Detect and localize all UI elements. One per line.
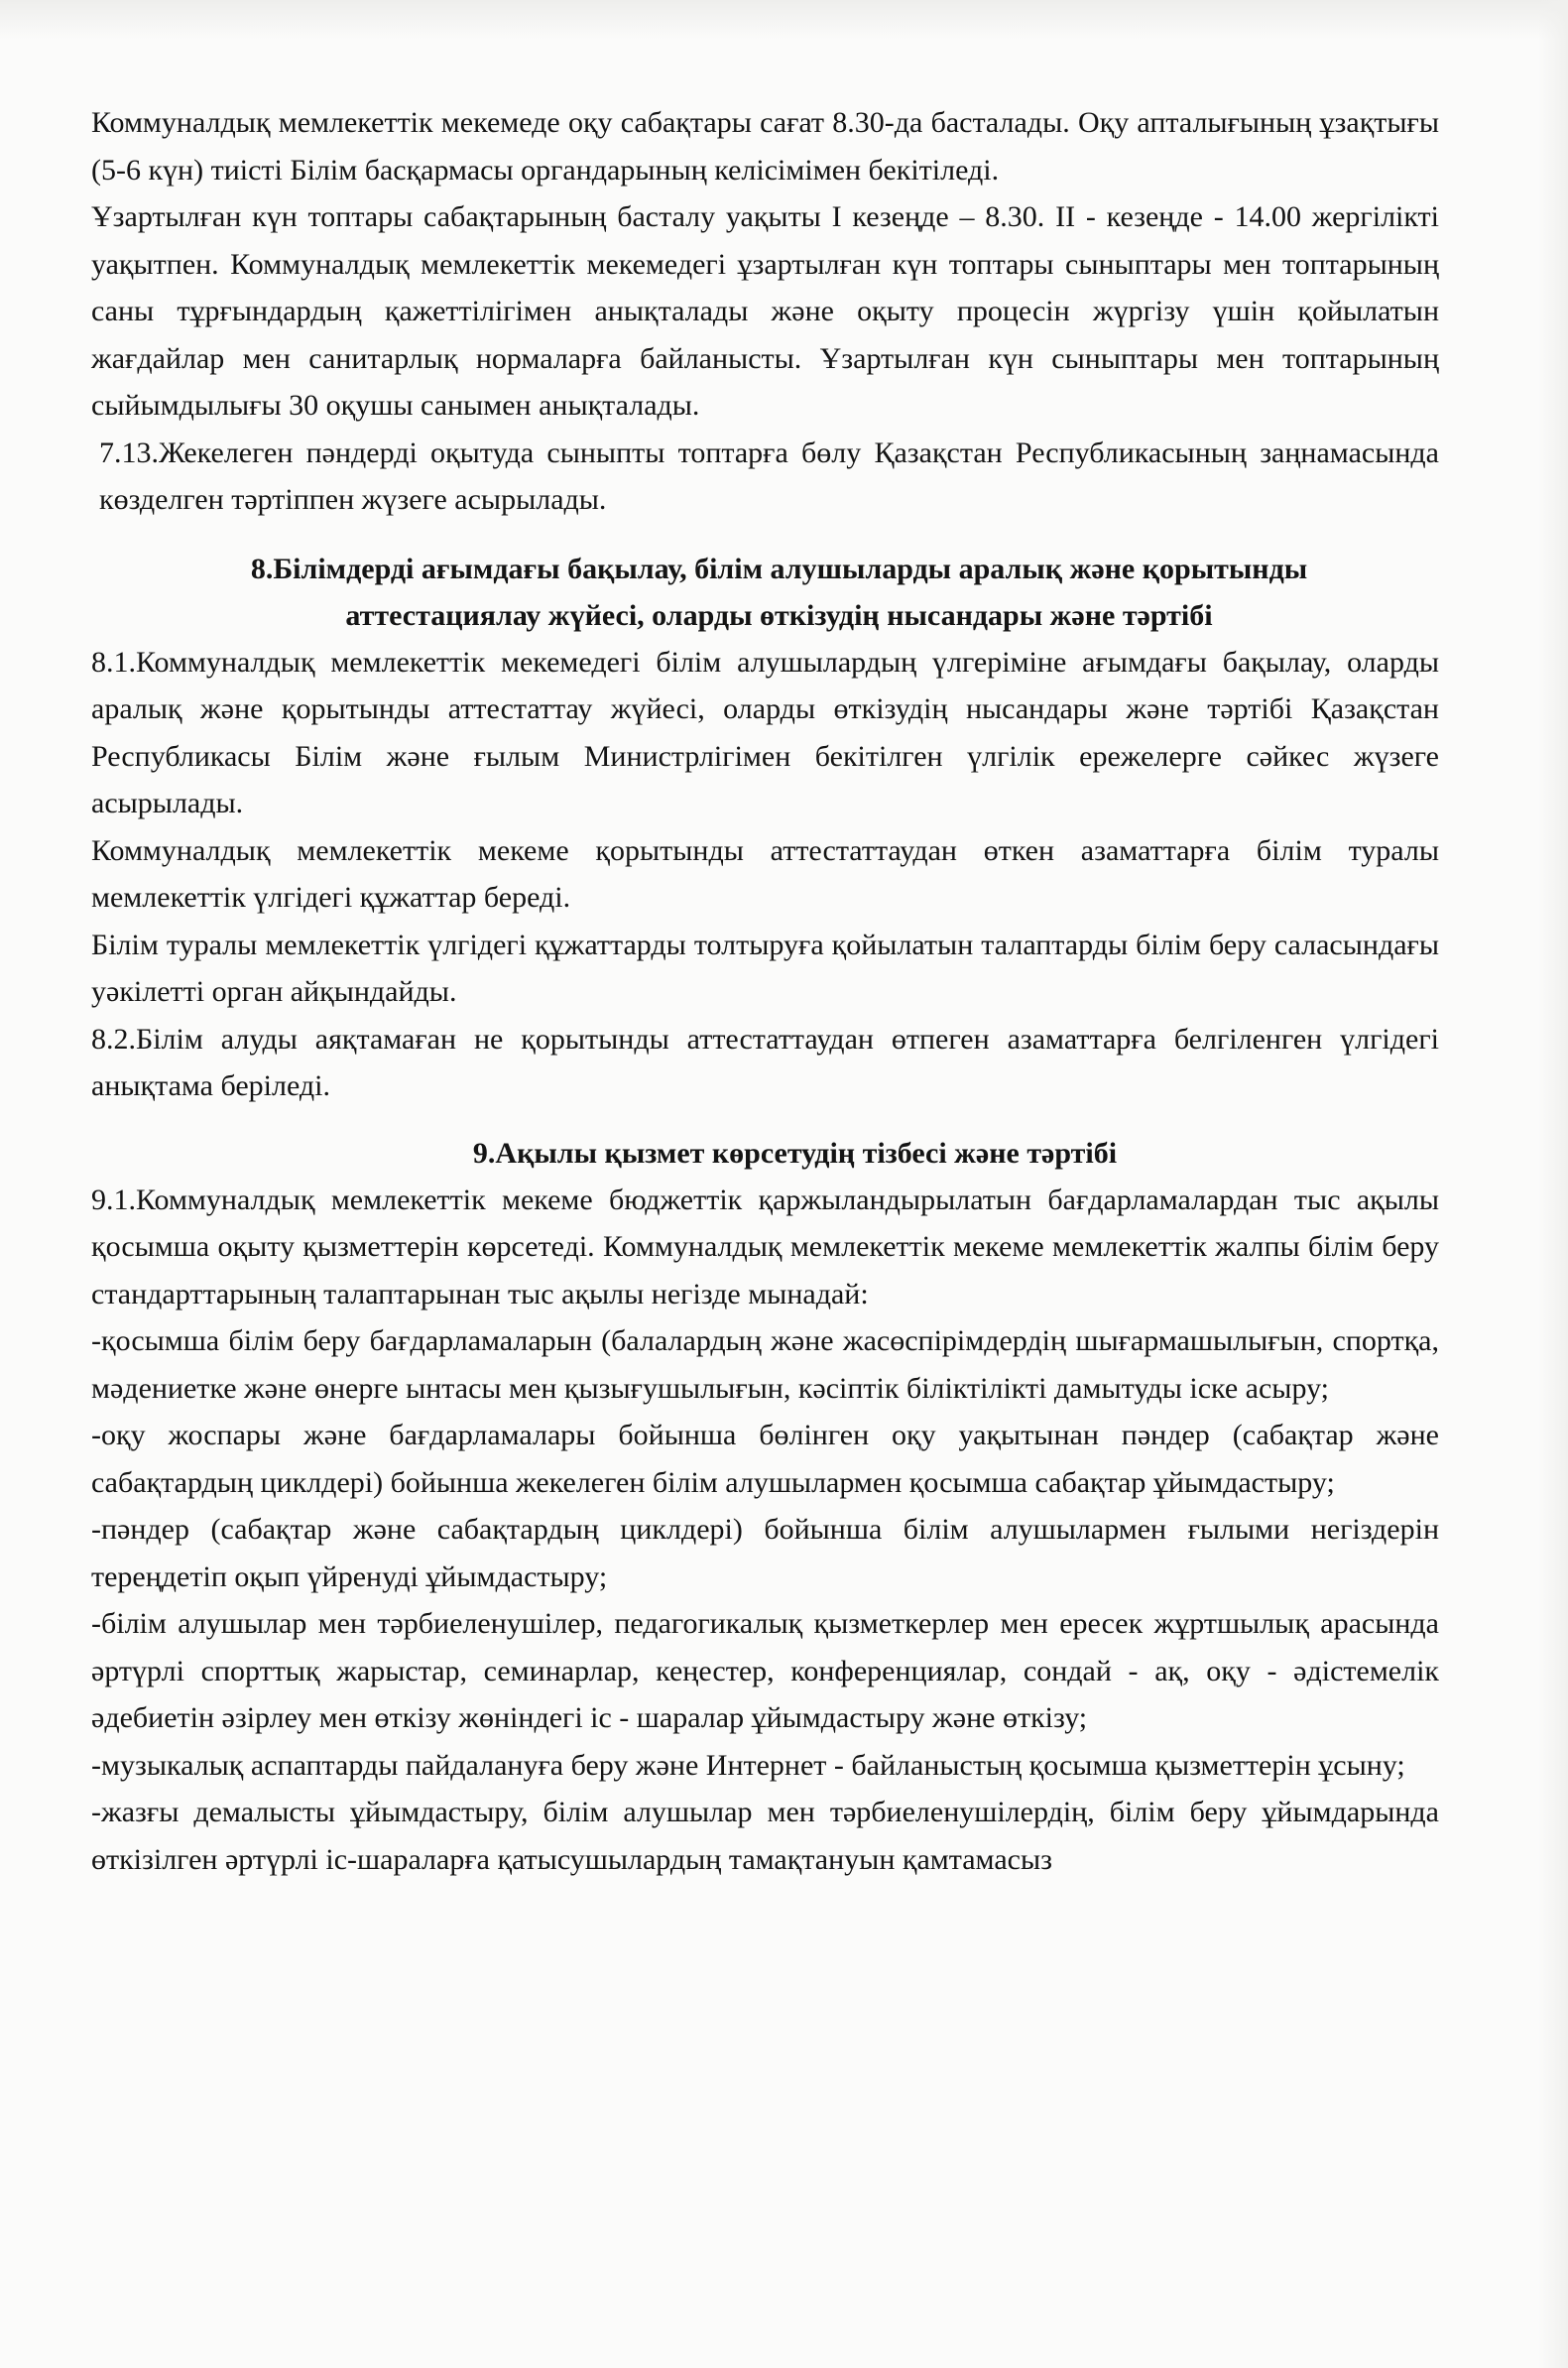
list-item-extra-lessons: -оқу жоспары және бағдарламалары бойынша бөлінген оқу уақытынан пәндер (сабақтар және сабақтардың циклдері) бойынша жекелеген білім алушылармен қосымша сабақтар ұйымдастыру; <box>91 1419 1439 1499</box>
section-8-heading <box>91 546 1439 639</box>
section-8-heading-line1: 8.Білімдерді ағымдағы бақылау, білім алушыларды аралық және қорытынды <box>250 552 1308 585</box>
list-item-events: -білім алушылар мен тәрбиеленушілер, педагогикалық қызметкерлер мен ересек жұртшылық арасында әртүрлі спорттық жарыстар, семинарлар, кеңестер, конференциялар, сондай - ақ, оқу - әдістемелік әдебиетін әзірлеу мен өткізу жөніндегі іс - шаралар ұйымдастыру және өткізу; <box>91 1607 1439 1734</box>
paragraph-document-requirements: Білім туралы мемлекеттік үлгідегі құжаттарды толтыруға қойылатын талаптарды білім беру саласындағы уәкілетті орган айқындайды. <box>91 928 1439 1008</box>
section-9-heading: 9.Ақылы қызмет көрсетудің тізбесі және тәртібі <box>472 1136 1118 1170</box>
list-item-deep-study: -пәндер (сабақтар және сабақтардың циклдері) бойынша білім алушылармен ғылыми негіздерін тереңдетіп оқып үйренуді ұйымдастыру; <box>91 1513 1439 1593</box>
section-8-heading-line2: аттестациялау жүйесі, оларды өткізудің нысандары және тәртібі <box>345 598 1213 632</box>
paragraph-7-13: 7.13.Жекелеген пәндерді оқытуда сыныпты топтарға бөлу Қазақстан Республикасының заңнамасында көзделген тәртіппен жүзеге асырылады. <box>99 436 1439 516</box>
intro-block <box>91 99 1439 524</box>
list-item-additional-programs: -қосымша білім беру бағдарламаларын (балалардың және жасөспірімдердің шығармашылығын, спортқа, мәдениетке және өнерге ынтасы мен қызығушылығын, кәсіптік біліктілікті дамытуды іске асыру; <box>91 1324 1439 1405</box>
section-8-body <box>91 639 1439 1110</box>
paragraph-lesson-start: Коммуналдық мемлекеттік мекемеде оқу сабақтары сағат 8.30-да басталады. Оқу апталығының ұзақтығы (5-6 күн) тиісті Білім басқармасы органдарының келісімімен бекітіледі. <box>91 106 1439 187</box>
paragraph-8-2: 8.2.Білім алуды аяқтамаған не қорытынды аттестаттаудан өтпеген азаматтарға белгіленген үлгідегі анықтама беріледі. <box>91 1022 1439 1102</box>
section-9-body <box>91 1177 1439 1884</box>
paragraph-extended-day: Ұзартылған күн топтары сабақтарының басталу уақыты I кезеңде – 8.30. II - кезеңде - 14.00 жергілікті уақытпен. Коммуналдық мемлекеттік мекемедегі ұзартылған күн топтары сыныптары мен топтарының саны тұрғындардың қажеттілігімен анықталады және оқыту процесін жүргізу үшін қойылатын жағдайлар мен санитарлық нормаларға байланысты. Ұзартылған күн сыныптары мен топтарының сыйымдылығы 30 оқушы санымен анықталады. <box>91 200 1439 422</box>
paragraph-8-1: 8.1.Коммуналдық мемлекеттік мекемедегі білім алушылардың үлгеріміне ағымдағы бақылау, оларды аралық және қорытынды аттестаттау жүйесі, оларды өткізудің нысандары және тәртібі Қазақстан Республикасы Білім және ғылым Министрлігімен бекітілген үлгілік ережелерге сәйкес жүзеге асырылады. <box>91 645 1439 819</box>
list-item-instruments-internet: -музыкалық аспаптарды пайдалануға беру және Интернет - байланыстың қосымша қызметтерін ұсыну; <box>91 1748 1405 1782</box>
list-item-summer-rest: -жазғы демалысты ұйымдастыру, білім алушылар мен тәрбиеленушілердің, білім беру ұйымдарында өткізілген әртүрлі іс-шараларға қатысушылардың тамақтануын қамтамасыз <box>91 1796 1439 1876</box>
paragraph-9-1: 9.1.Коммуналдық мемлекеттік мекеме бюджеттік қаржыландырылатын бағдарламалардан тыс ақылы қосымша оқыту қызметтерін көрсетеді. Коммуналдық мемлекеттік мекеме мемлекеттік жалпы білім беру стандарттарының талаптарынан тыс ақылы негізде мынадай: <box>91 1183 1439 1310</box>
paragraph-certificates: Коммуналдық мемлекеттік мекеме қорытынды аттестаттаудан өткен азаматтарға білім туралы мемлекеттік үлгідегі құжаттар береді. <box>91 833 1439 914</box>
